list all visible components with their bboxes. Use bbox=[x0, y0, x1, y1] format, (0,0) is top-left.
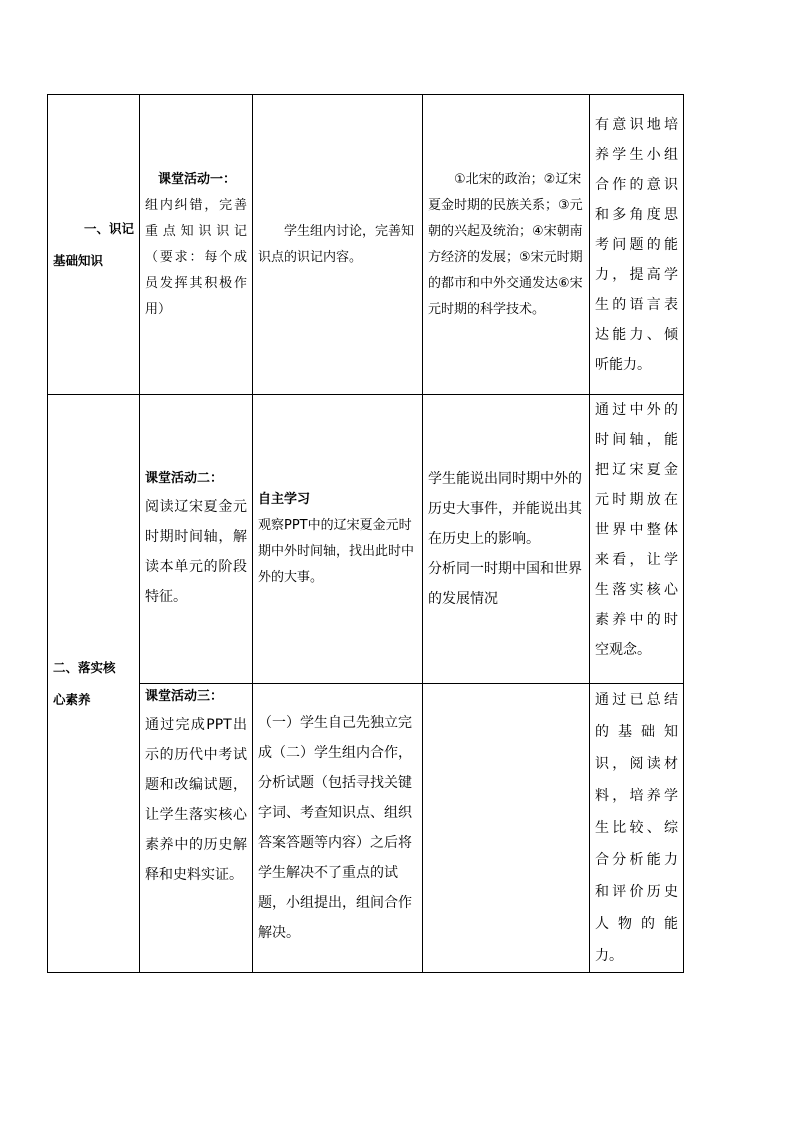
student-text: （一）学生自己先独立完成（二）学生组内合作，分析试题（包括寻找关键字词、考查知识点、组织答案答题等内容）之后将学生解决不了重点的试题，小组提出，组间合作解决。 bbox=[258, 715, 412, 941]
intent-cell bbox=[590, 684, 684, 973]
table-row bbox=[48, 95, 684, 395]
content-cell bbox=[423, 95, 590, 395]
content-cell bbox=[423, 395, 590, 684]
student-title: 自主学习 bbox=[258, 492, 311, 507]
student-text: 学生组内讨论，完善知识点的识记内容。 bbox=[258, 223, 415, 265]
student-cell bbox=[253, 684, 423, 973]
intent-text: 通过中外的时间轴，能把辽宋夏金元时期放在世界中整体来看，让学生落实核心素养中的时空观念。 bbox=[595, 402, 678, 658]
section-cell bbox=[48, 395, 140, 973]
activity-title: 课堂活动一： bbox=[158, 171, 237, 187]
student-text: 观察PPT中的辽宋夏金元时期中外时间轴，找出此时中外的大事。 bbox=[258, 518, 415, 585]
intent-text: 有意识地培养学生小组合作的意识和多角度思考问题的能力，提高学生的语言表达能力、倾听能力。 bbox=[595, 116, 678, 373]
table-row bbox=[48, 395, 684, 684]
table-row bbox=[48, 684, 684, 973]
activity-cell bbox=[140, 684, 253, 973]
student-cell bbox=[253, 95, 423, 395]
section-title: 一、识记 基础知识 bbox=[53, 220, 134, 268]
activity-title: 课堂活动三： bbox=[145, 689, 224, 704]
section-cell bbox=[48, 95, 140, 395]
content-text: ①北宋的政治；②辽宋夏金时期的民族关系；③元朝的兴起及统治；④宋朝南方经济的发展；⑤宋元时期的都市和中外交通发达⑥宋元时期的科学技术。 bbox=[428, 171, 583, 317]
content-cell bbox=[423, 684, 590, 973]
activity-body: 阅读辽宋夏金元时期时间轴，解读本单元的阶段特征。 bbox=[145, 499, 247, 605]
activity-cell bbox=[140, 95, 253, 395]
intent-cell bbox=[590, 395, 684, 684]
intent-text: 通过已总结的基础知识，阅读材料，培养学生比较、综合分析能力和评价历史人物的能力。 bbox=[595, 692, 678, 964]
activity-cell bbox=[140, 395, 253, 684]
section-title: 二、落实核 心素养 bbox=[53, 659, 116, 707]
activity-body: 通过完成PPT出示的历代中考试题和改编试题，让学生落实核心素养中的历史解释和史料实证。 bbox=[145, 717, 247, 883]
content-text: 分析同一时期中国和世界的发展情况 bbox=[428, 561, 582, 607]
activity-body: 组内纠错，完善重点知识识记（要求：每个成员发挥其积极作用） bbox=[145, 197, 247, 317]
lesson-plan-table bbox=[47, 94, 684, 973]
student-cell bbox=[253, 395, 423, 684]
intent-cell bbox=[590, 95, 684, 395]
content-text: 学生能说出同时期中外的历史大事件，并能说出其在历史上的影响。 bbox=[428, 471, 582, 547]
activity-title: 课堂活动二： bbox=[145, 471, 224, 486]
